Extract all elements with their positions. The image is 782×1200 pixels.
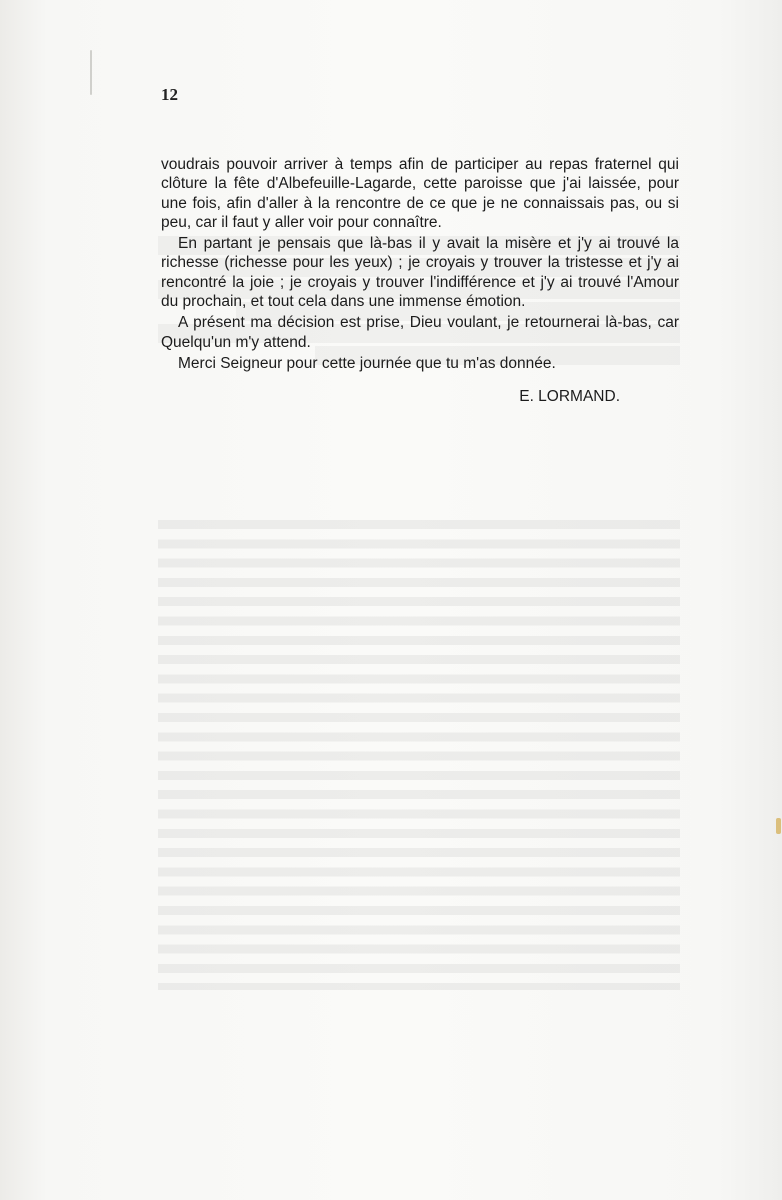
page-edge-stain: [776, 818, 781, 834]
signature: E. LORMAND.: [519, 388, 620, 406]
paragraph-4: Merci Seigneur pour cette journée que tu m'as donnée.: [178, 354, 556, 372]
page-number: 12: [161, 85, 178, 104]
letter-body: [161, 155, 679, 407]
paragraph-1: voudrais pouvoir arriver à temps afin de participer au repas fraternel qui clôture la fête d'Albefeuille-Lagarde, cette paroisse que j'ai laissée, pour une fois, afin d'aller à la rencontre de ce que je ne connaissais pas, ou si peu, car il faut y aller voir pour connaître.: [161, 156, 679, 231]
paper-crease: [90, 50, 92, 95]
paragraph-2: En partant je pensais que là-bas il y avait la misère et j'y ai trouvé la richesse (richesse pour les yeux) ; je croyais y trouver la tristesse et j'y ai rencontré la joie ; je croyais y trouver l'indifférence et j'y ai trouvé l'Amour du prochain, et tout cela dans une immense émotion.: [161, 235, 679, 311]
reverse-side-show-through-lower: [158, 520, 680, 990]
paragraph-3: A présent ma décision est prise, Dieu voulant, je retournerai là-bas, car Quelqu'un m'y attend.: [161, 314, 679, 351]
